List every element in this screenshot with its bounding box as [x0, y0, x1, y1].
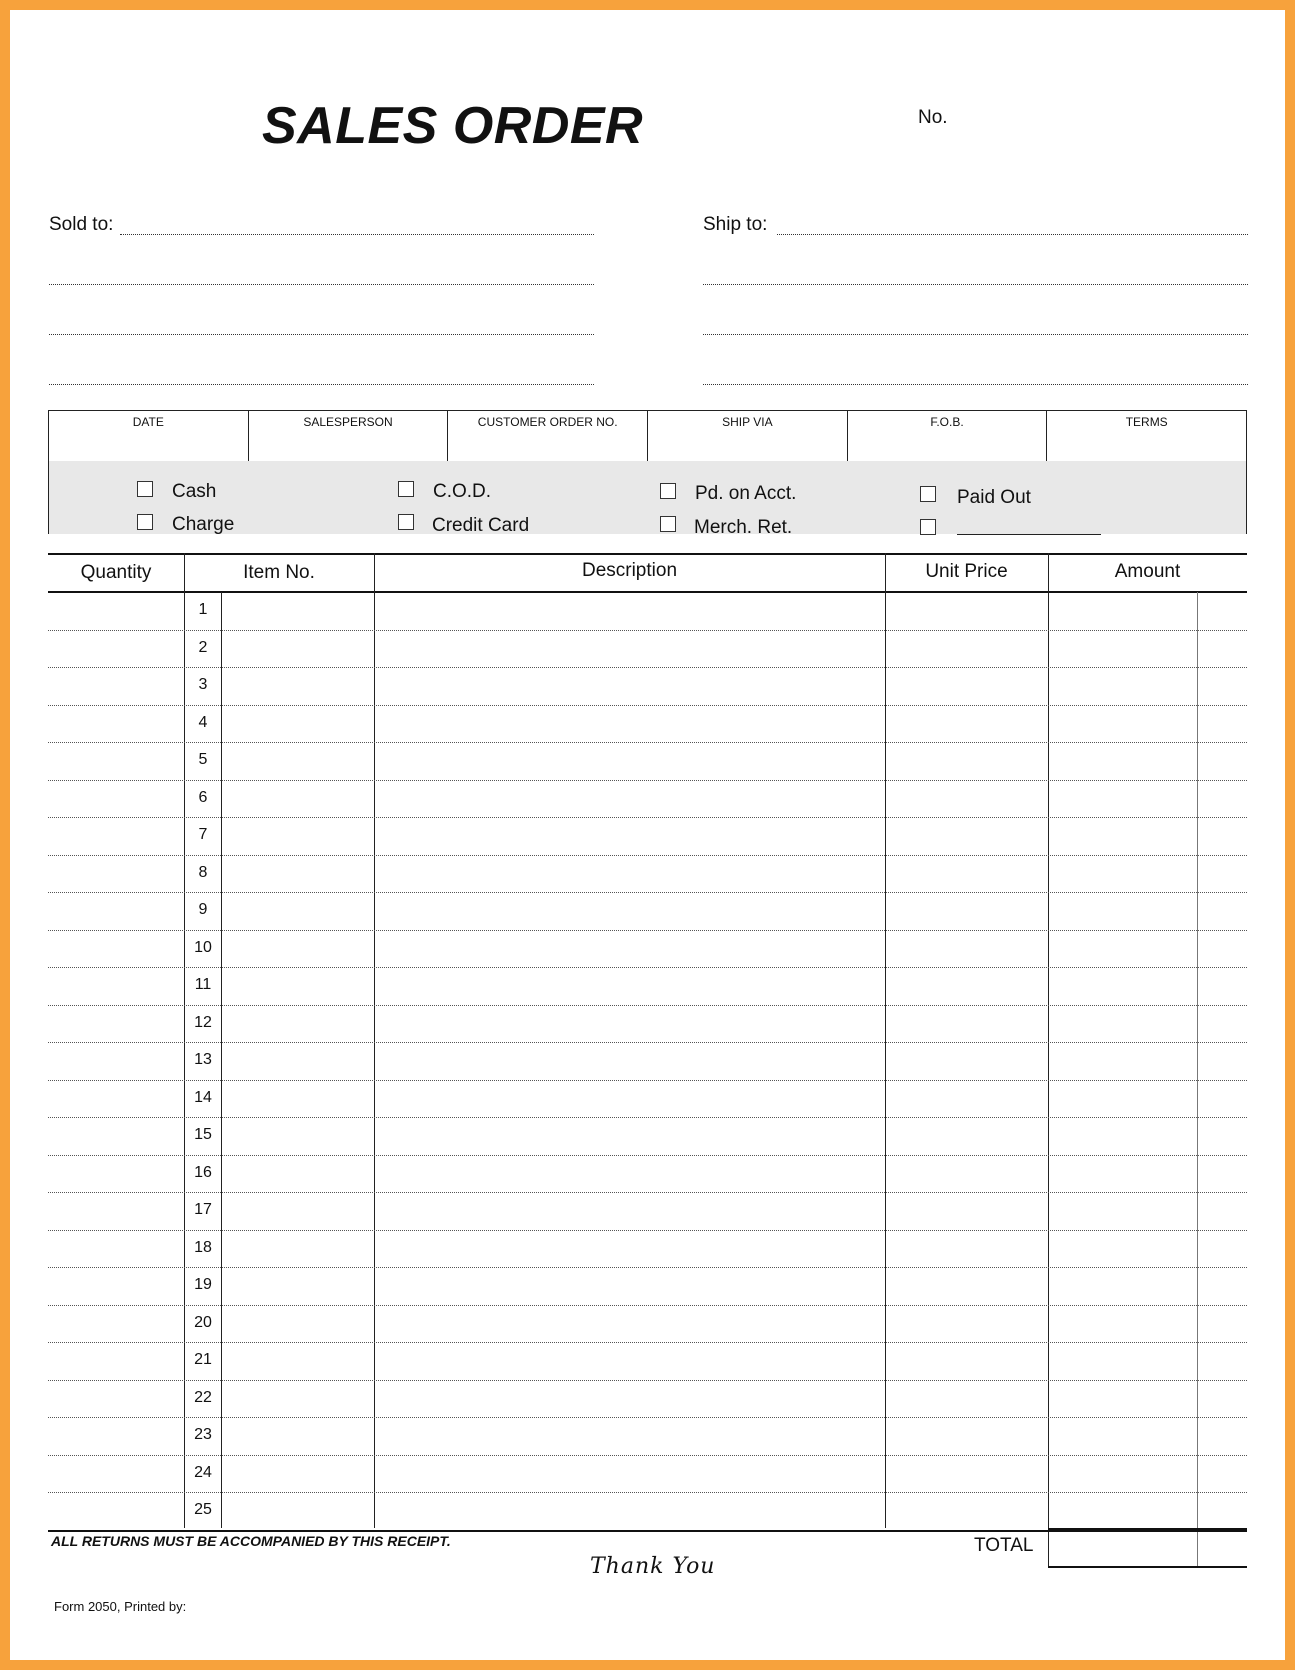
cod-label: C.O.D.	[433, 481, 492, 502]
merch-ret-label: Merch. Ret.	[694, 517, 793, 538]
table-row[interactable]	[48, 1117, 1247, 1118]
ship-to-line-4[interactable]	[703, 384, 1248, 385]
returns-notice: ALL RETURNS MUST BE ACCOMPANIED BY THIS RECEIPT.	[51, 1533, 451, 1549]
charge-label: Charge	[172, 514, 235, 535]
amount-header: Amount	[1114, 561, 1181, 582]
charge-checkbox[interactable]	[137, 514, 153, 530]
description-header: Description	[581, 560, 678, 581]
item-no-header: Item No.	[243, 562, 315, 583]
credit-card-checkbox[interactable]	[398, 514, 414, 530]
line-number: 13	[194, 1051, 212, 1068]
payment-options	[49, 461, 1246, 538]
table-row[interactable]	[48, 1080, 1247, 1081]
total-label: TOTAL	[974, 1535, 1034, 1556]
line-number: 25	[194, 1501, 212, 1518]
paid-out-label: Paid Out	[957, 487, 1031, 508]
quantity-column-divider	[184, 553, 185, 1528]
table-row[interactable]	[48, 1492, 1247, 1493]
total-bottom-rule	[1048, 1566, 1247, 1568]
line-number: 5	[198, 751, 208, 768]
sold-to-line-2[interactable]	[49, 284, 594, 285]
item-no-column-divider	[374, 553, 375, 1528]
terms-field[interactable]: TERMS	[1125, 415, 1168, 429]
order-number-label: No.	[918, 107, 948, 128]
form-info: Form 2050, Printed by:	[54, 1599, 187, 1614]
salesperson-field[interactable]: SALESPERSON	[249, 411, 449, 461]
credit-card-label: Credit Card	[432, 515, 530, 536]
total-top-rule	[1048, 1528, 1247, 1530]
table-header-rule	[48, 591, 1247, 593]
table-row[interactable]	[48, 1005, 1247, 1006]
line-number: 8	[198, 863, 208, 881]
line-number: 22	[194, 1388, 212, 1406]
table-row[interactable]	[48, 1155, 1247, 1156]
ship-via-field[interactable]: SHIP VIA	[648, 411, 848, 461]
table-row[interactable]	[48, 1042, 1247, 1043]
line-number: 2	[198, 638, 208, 656]
line-number: 21	[194, 1351, 212, 1368]
cod-checkbox[interactable]	[398, 481, 414, 497]
form-title: SALES ORDER	[262, 97, 644, 155]
table-row[interactable]	[48, 780, 1247, 781]
paid-out-checkbox[interactable]	[920, 486, 936, 502]
date-field[interactable]: DATE	[49, 411, 249, 461]
table-row[interactable]	[48, 892, 1247, 893]
line-number: 4	[198, 713, 208, 731]
ship-to-line-3[interactable]	[703, 334, 1248, 335]
sold-to-line-3[interactable]	[49, 334, 594, 335]
table-row[interactable]	[48, 667, 1247, 668]
table-row[interactable]	[48, 930, 1247, 931]
table-row[interactable]	[48, 742, 1247, 743]
customer-order-no-field[interactable]: CUSTOMER ORDER NO.	[448, 411, 648, 461]
line-number: 10	[194, 938, 212, 956]
table-row[interactable]	[48, 1230, 1247, 1231]
table-row[interactable]	[48, 705, 1247, 706]
line-number: 19	[194, 1276, 212, 1293]
line-number: 18	[194, 1238, 212, 1256]
merch-ret-checkbox[interactable]	[660, 516, 676, 532]
other-checkbox[interactable]	[920, 519, 936, 535]
line-number: 24	[194, 1463, 212, 1481]
table-row[interactable]	[48, 817, 1247, 818]
line-number: 11	[194, 976, 212, 993]
table-row[interactable]	[48, 1342, 1247, 1343]
table-row[interactable]	[48, 1192, 1247, 1193]
table-row[interactable]	[48, 1417, 1247, 1418]
thank-you-text: Thank You	[590, 1554, 716, 1579]
table-row[interactable]	[48, 967, 1247, 968]
unit-price-header: Unit Price	[925, 561, 1008, 582]
line-number: 1	[198, 601, 208, 618]
quantity-header: Quantity	[80, 562, 152, 583]
order-info-fields	[49, 411, 1246, 462]
sold-to-label: Sold to:	[49, 214, 114, 235]
cash-checkbox[interactable]	[137, 481, 153, 497]
line-number: 16	[194, 1163, 212, 1181]
line-number: 7	[198, 826, 208, 843]
cash-label: Cash	[172, 481, 217, 502]
table-top-rule	[48, 553, 1247, 555]
table-row[interactable]	[48, 1455, 1247, 1456]
sold-to-line-1[interactable]	[120, 234, 594, 235]
line-number-column-divider	[221, 592, 222, 1528]
line-number: 15	[194, 1126, 212, 1143]
ship-to-label: Ship to:	[703, 214, 768, 235]
table-row[interactable]	[48, 630, 1247, 631]
ship-to-line-2[interactable]	[703, 284, 1248, 285]
table-row[interactable]	[48, 855, 1247, 856]
table-row[interactable]	[48, 1305, 1247, 1306]
line-number: 14	[194, 1088, 212, 1106]
sold-to-line-4[interactable]	[49, 384, 594, 385]
fob-field[interactable]: F.O.B.	[848, 411, 1048, 461]
table-row[interactable]	[48, 1267, 1247, 1268]
line-number: 20	[194, 1313, 212, 1331]
line-number: 6	[198, 788, 208, 806]
line-number: 12	[194, 1013, 212, 1031]
pd-on-acct-checkbox[interactable]	[660, 483, 676, 499]
other-blank-line[interactable]	[957, 534, 1101, 535]
description-column-divider	[885, 553, 886, 1528]
line-number: 17	[194, 1201, 212, 1218]
line-number: 9	[198, 901, 208, 918]
line-number: 3	[198, 676, 208, 693]
table-row[interactable]	[48, 1380, 1247, 1381]
pd-on-acct-label: Pd. on Acct.	[695, 483, 797, 504]
order-info-box	[48, 410, 1247, 538]
ship-to-line-1[interactable]	[777, 234, 1248, 235]
line-number: 23	[194, 1426, 212, 1443]
